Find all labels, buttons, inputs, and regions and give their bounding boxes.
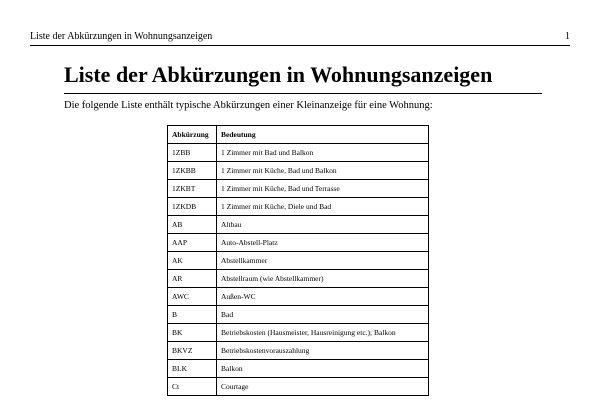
abbreviation-cell: BKVZ: [168, 342, 217, 360]
abbreviation-cell: AAP: [168, 234, 217, 252]
abbreviation-cell: 1ZBB: [168, 144, 217, 162]
meaning-cell: 1 Zimmer mit Küche, Bad und Balkon: [217, 162, 429, 180]
meaning-cell: Betriebskosten (Hausmeister, Hausreinigung etc.); Balkon: [217, 324, 429, 342]
abbreviation-table: [167, 125, 429, 396]
meaning-cell: 1 Zimmer mit Küche, Bad und Terrasse: [217, 180, 429, 198]
abbreviation-cell: 1ZKBB: [168, 162, 217, 180]
table-row: [168, 252, 429, 270]
meaning-cell: Außen-WC: [217, 288, 429, 306]
meaning-cell: Balkon: [217, 360, 429, 378]
table-row: [168, 144, 429, 162]
running-header: [30, 31, 570, 46]
table-row: [168, 360, 429, 378]
abbreviation-cell: BLK: [168, 360, 217, 378]
table-row: [168, 378, 429, 396]
abbreviation-cell: B: [168, 306, 217, 324]
abbreviation-cell: 1ZKDB: [168, 198, 217, 216]
page-number: 1: [565, 31, 570, 42]
table-row: [168, 216, 429, 234]
table-row: [168, 180, 429, 198]
meaning-cell: Bad: [217, 306, 429, 324]
meaning-cell: 1 Zimmer mit Küche, Diele und Bad: [217, 198, 429, 216]
running-header-title: Liste der Abkürzungen in Wohnungsanzeigen: [30, 31, 213, 42]
table-row: [168, 162, 429, 180]
column-header-meaning: Bedeutung: [217, 126, 429, 144]
abbreviation-cell: Ct: [168, 378, 217, 396]
page-title: Liste der Abkürzungen in Wohnungsanzeigen: [64, 62, 493, 87]
table-row: [168, 324, 429, 342]
table-row: [168, 342, 429, 360]
table-row: [168, 270, 429, 288]
abbreviation-cell: AK: [168, 252, 217, 270]
abbreviation-cell: BK: [168, 324, 217, 342]
column-header-abbreviation: Abkürzung: [168, 126, 217, 144]
meaning-cell: Altbau: [217, 216, 429, 234]
meaning-cell: Betriebskostenvorauszahlung: [217, 342, 429, 360]
meaning-cell: Courtage: [217, 378, 429, 396]
meaning-cell: Abstellkammer: [217, 252, 429, 270]
abbreviation-cell: AR: [168, 270, 217, 288]
table-row: [168, 198, 429, 216]
table-row: [168, 288, 429, 306]
table-body: [168, 144, 429, 396]
meaning-cell: 1 Zimmer mit Bad und Balkon: [217, 144, 429, 162]
table-row: [168, 306, 429, 324]
intro-paragraph: Die folgende Liste enthält typische Abkürzungen einer Kleinanzeige für eine Wohnung:: [64, 100, 433, 111]
title-divider: [64, 93, 542, 94]
table-header-row: [168, 126, 429, 144]
table-row: [168, 234, 429, 252]
meaning-cell: Abstellraum (wie Abstellkammer): [217, 270, 429, 288]
meaning-cell: Auto-Abstell-Platz: [217, 234, 429, 252]
abbreviation-cell: AWC: [168, 288, 217, 306]
abbreviation-cell: 1ZKBT: [168, 180, 217, 198]
abbreviation-cell: AB: [168, 216, 217, 234]
